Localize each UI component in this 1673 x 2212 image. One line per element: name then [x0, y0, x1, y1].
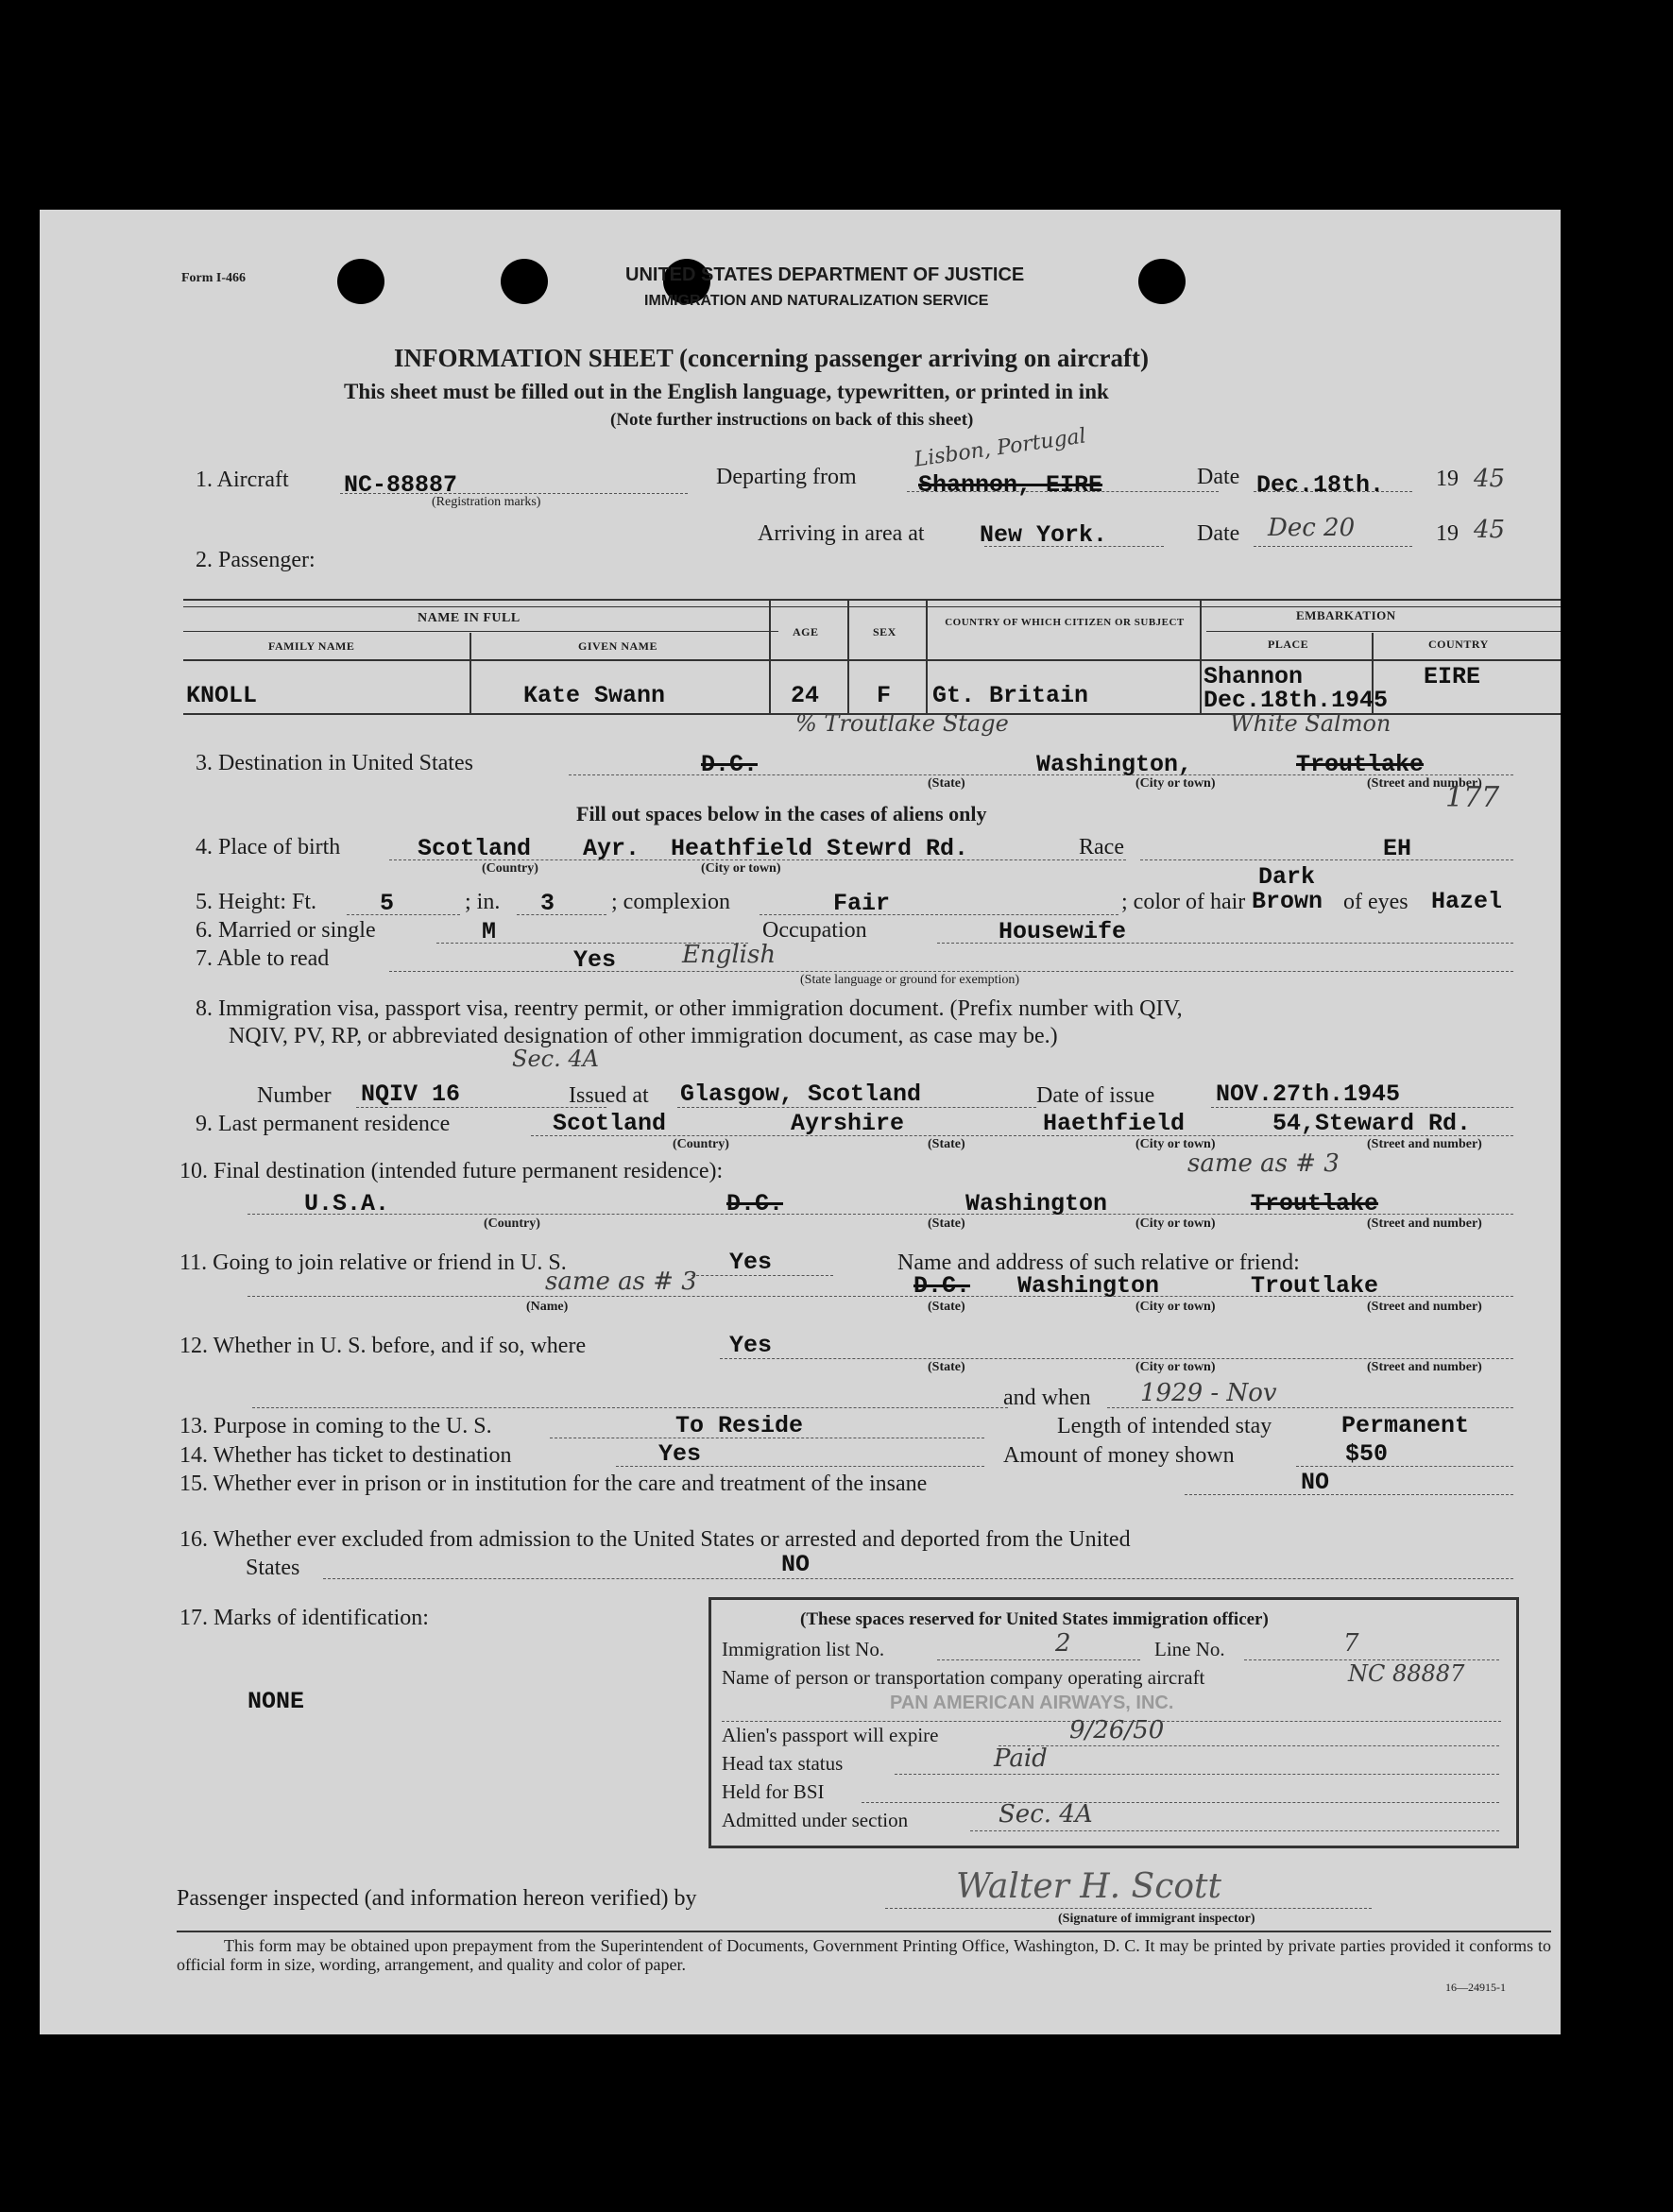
cell-citizen: Gt. Britain	[932, 682, 1089, 709]
state-language-caption: (State language or ground for exemption)	[800, 973, 1020, 987]
state-caption: (State)	[928, 1217, 965, 1231]
birth-country: Scotland	[418, 835, 532, 862]
q11-label: 11. Going to join relative or friend in U. S.	[179, 1251, 567, 1275]
q5-label-e: of eyes	[1343, 890, 1408, 914]
stay-value: Permanent	[1341, 1412, 1470, 1439]
th-country: COUNTRY	[1428, 638, 1489, 651]
passport-line	[999, 1745, 1499, 1746]
section-value: Sec. 4A	[999, 1800, 1093, 1829]
final-city: Washington	[965, 1190, 1108, 1217]
complexion-line	[760, 914, 1118, 915]
street-caption: (Street and number)	[1367, 1217, 1482, 1231]
join-value: Yes	[729, 1249, 773, 1276]
arr-date-value: Dec 20	[1268, 514, 1356, 542]
operator-label: Name of person or transportation company operating aircraft	[722, 1666, 1205, 1689]
signature-line	[885, 1908, 1372, 1909]
q16-label-a: 16. Whether ever excluded from admission to the United States or arrested and deported from the United	[179, 1527, 1131, 1552]
eyes-value: Hazel	[1431, 888, 1503, 915]
line-no-label: Line No.	[1154, 1638, 1225, 1660]
dep-year-prefix: 19	[1436, 467, 1459, 491]
birth-street: Heathfield Stewrd Rd.	[671, 835, 969, 862]
q17-label: 17. Marks of identification:	[179, 1606, 429, 1630]
height-ft: 5	[380, 890, 395, 917]
q14-label: 14. Whether has ticket to destination	[179, 1443, 512, 1468]
table-divider	[469, 633, 471, 713]
hair-value-2: Brown	[1252, 888, 1323, 915]
final-state-struck: D.C.	[726, 1190, 784, 1217]
q8-label-b: NQIV, PV, RP, or abbreviated designation of other immigration document, as case may be.)	[229, 1024, 1058, 1048]
money-line	[1296, 1466, 1513, 1467]
money-value: $50	[1345, 1440, 1389, 1468]
visa-handwritten: Sec. 4A	[512, 1046, 599, 1072]
excluded-line	[323, 1578, 1513, 1579]
state-caption: (State)	[928, 1137, 965, 1151]
q5-label-b: ; in.	[465, 890, 501, 914]
birth-city: Ayr.	[583, 835, 640, 862]
q13-label: 13. Purpose in coming to the U. S.	[179, 1414, 492, 1438]
read-language: English	[682, 941, 777, 969]
q9-label: 9. Last permanent residence	[196, 1112, 451, 1136]
money-label: Amount of money shown	[1003, 1443, 1235, 1468]
arr-date-line	[1254, 546, 1412, 547]
inspected-label: Passenger inspected (and information hereon verified) by	[177, 1886, 697, 1911]
height-in-line	[517, 914, 606, 915]
form-number: Form I-466	[181, 271, 247, 285]
bsi-line	[862, 1802, 1499, 1803]
street-caption: (Street and number)	[1367, 1360, 1482, 1374]
form-sheet	[40, 210, 1561, 2034]
q5-label-d: ; color of hair	[1121, 890, 1246, 914]
and-when-label: and when	[1003, 1386, 1091, 1410]
q12-label: 12. Whether in U. S. before, and if so, where	[179, 1334, 587, 1358]
join-state-struck: D.C.	[913, 1272, 971, 1300]
date-of-issue-value: NOV.27th.1945	[1216, 1080, 1401, 1108]
th-age: AGE	[793, 625, 819, 638]
dest-handwritten: % Troutlake Stage	[795, 710, 1009, 737]
list-no-label: Immigration list No.	[722, 1638, 885, 1660]
table-top-rule	[183, 599, 1561, 601]
purpose-value: To Reside	[675, 1412, 804, 1439]
cell-sex: F	[877, 682, 892, 709]
q8-label-a: 8. Immigration visa, passport visa, reentry permit, or other immigration document. (Prefix number with QIV,	[196, 996, 1183, 1021]
section-line	[970, 1830, 1499, 1831]
final-country: U.S.A.	[304, 1190, 390, 1217]
headtax-line	[895, 1774, 1499, 1775]
country-caption: (Country)	[484, 1217, 540, 1231]
arriving-line	[984, 546, 1164, 547]
q5-label-a: 5. Height: Ft.	[196, 890, 317, 914]
punch-hole	[1138, 259, 1186, 304]
cell-emb-place: Shannon	[1204, 663, 1304, 690]
punch-hole	[501, 259, 548, 304]
form-instruction: This sheet must be filled out in the English language, typewritten, or printed in ink	[344, 380, 1109, 403]
footer-text: This form may be obtained upon prepayment from the Superintendent of Documents, Government Printing Office, Washington, D. C. It may be printed by private parties provided it conforms to official form in size, wording, arrangement, and quality and color of paper.	[177, 1936, 1551, 1974]
res-city: Haethfield	[1043, 1110, 1186, 1137]
table-rule	[183, 631, 778, 632]
q7-label: 7. Able to read	[196, 946, 330, 971]
city-caption: (City or town)	[701, 861, 781, 876]
when-line	[1107, 1407, 1513, 1408]
q1-label: 1. Aircraft	[196, 468, 289, 492]
operator-stamp: PAN AMERICAN AIRWAYS, INC.	[890, 1693, 1174, 1713]
race-value: EH	[1383, 835, 1412, 862]
street-caption: (Street and number)	[1367, 1137, 1482, 1151]
departing-struck: Shannon, EIRE	[918, 471, 1103, 499]
state-caption: (State)	[928, 1300, 965, 1314]
th-given-name: GIVEN NAME	[578, 639, 658, 653]
country-caption: (Country)	[673, 1137, 729, 1151]
cell-family-name: KNOLL	[186, 682, 258, 709]
join-name-handwritten: same as # 3	[545, 1268, 697, 1296]
before-line-2	[252, 1407, 1008, 1408]
name-caption: (Name)	[526, 1300, 569, 1314]
visa-number: NQIV 16	[361, 1080, 461, 1108]
th-name-in-full: NAME IN FULL	[418, 611, 521, 625]
q4-label: 4. Place of birth	[196, 835, 341, 859]
aircraft-value: NC-88887	[344, 471, 458, 499]
street-caption: (Street and number)	[1367, 776, 1482, 791]
th-embarkation: EMBARKATION	[1296, 608, 1396, 622]
res-country: Scotland	[553, 1110, 667, 1137]
ticket-value: Yes	[658, 1440, 702, 1468]
table-divider	[926, 601, 928, 713]
read-line	[389, 971, 1513, 972]
final-handwritten: same as # 3	[1187, 1149, 1340, 1178]
q6-label: 6. Married or single	[196, 918, 376, 943]
cell-emb-date: Dec.18th.1945	[1204, 687, 1389, 714]
headtax-value: Paid	[994, 1744, 1048, 1773]
state-caption: (State)	[928, 1360, 965, 1374]
section-label: Admitted under section	[722, 1809, 909, 1831]
list-no-value: 2	[1055, 1629, 1071, 1658]
dest-handwritten-2: White Salmon	[1230, 710, 1391, 737]
dep-date-label: Date	[1197, 465, 1240, 489]
before-line	[720, 1358, 1513, 1359]
punch-hole	[337, 259, 384, 304]
table-top-rule	[183, 606, 1561, 607]
signature-caption: (Signature of immigrant inspector)	[1058, 1912, 1255, 1926]
cell-given-name: Kate Swann	[523, 682, 666, 709]
occupation-value: Housewife	[999, 918, 1127, 945]
passport-value: 9/26/50	[1069, 1716, 1165, 1744]
final-street-struck: Troutlake	[1251, 1190, 1379, 1217]
join-city: Washington	[1017, 1272, 1160, 1300]
table-divider	[847, 601, 849, 713]
date-of-issue-label: Date of issue	[1036, 1083, 1155, 1108]
country-caption: (Country)	[482, 861, 538, 876]
city-caption: (City or town)	[1135, 776, 1216, 791]
number-label: Number	[257, 1083, 332, 1108]
res-state: Ayrshire	[791, 1110, 905, 1137]
cell-emb-country: EIRE	[1424, 663, 1481, 690]
issued-at-label: Issued at	[569, 1083, 649, 1108]
table-rule	[1206, 631, 1561, 632]
before-when: 1929 - Nov	[1140, 1379, 1277, 1407]
table-divider	[1200, 601, 1202, 713]
table-divider	[769, 601, 771, 713]
form-note: (Note further instructions on back of this sheet)	[610, 410, 974, 430]
footer-rule	[177, 1931, 1551, 1932]
city-caption: (City or town)	[1135, 1137, 1216, 1151]
th-place: PLACE	[1268, 638, 1309, 651]
state-caption: (State)	[928, 776, 965, 791]
departing-handwritten: Lisbon, Portugal	[913, 424, 1088, 472]
complexion-value: Fair	[833, 890, 891, 917]
operator-handwritten: NC 88887	[1348, 1660, 1465, 1687]
race-label: Race	[1079, 835, 1124, 859]
passport-label: Alien's passport will expire	[722, 1724, 939, 1746]
dest-state-struck: D.C.	[701, 751, 759, 778]
length-stay-label: Length of intended stay	[1057, 1414, 1272, 1438]
reg-marks-caption: (Registration marks)	[432, 495, 541, 509]
th-family-name: FAMILY NAME	[268, 639, 355, 653]
occupation-label: Occupation	[762, 918, 867, 943]
name-address-label: Name and address of such relative or friend:	[897, 1251, 1300, 1275]
excluded-value: NO	[781, 1551, 811, 1578]
before-value: Yes	[729, 1332, 773, 1359]
bsi-label: Held for BSI	[722, 1780, 825, 1803]
q10-label: 10. Final destination (intended future permanent residence):	[179, 1159, 724, 1183]
read-value: Yes	[573, 946, 617, 974]
q2-label: 2. Passenger:	[196, 548, 316, 572]
cell-age: 24	[791, 682, 820, 709]
q5-label-c: ; complexion	[611, 890, 730, 914]
q3-label: 3. Destination in United States	[196, 751, 473, 775]
aliens-only-note: Fill out spaces below in the cases of aliens only	[576, 802, 987, 825]
city-caption: (City or town)	[1135, 1360, 1216, 1374]
th-sex: SEX	[873, 625, 896, 638]
city-caption: (City or town)	[1135, 1300, 1216, 1314]
arr-date-label: Date	[1197, 521, 1240, 546]
race-line	[1140, 859, 1513, 860]
officer-box-heading: (These spaces reserved for United States immigration officer)	[800, 1609, 1269, 1629]
hair-value-1: Dark	[1258, 863, 1316, 891]
dept-name: UNITED STATES DEPARTMENT OF JUSTICE	[625, 264, 1025, 285]
dest-street-struck: Troutlake	[1296, 751, 1425, 778]
arriving-value: New York.	[980, 521, 1108, 549]
dep-year-value: 45	[1474, 465, 1506, 493]
form-title: INFORMATION SHEET (concerning passenger arriving on aircraft)	[394, 344, 1149, 372]
res-street: 54,Steward Rd.	[1272, 1110, 1472, 1137]
print-code: 16—24915-1	[1445, 1981, 1506, 1994]
headtax-label: Head tax status	[722, 1752, 844, 1775]
marital-value: M	[482, 918, 497, 945]
q16-label-b: States	[246, 1556, 300, 1580]
dest-city: Washington,	[1036, 751, 1193, 778]
marks-value: NONE	[248, 1688, 305, 1715]
join-street: Troutlake	[1251, 1272, 1379, 1300]
dest-street-number: 177	[1445, 781, 1500, 814]
service-name: IMMIGRATION AND NATURALIZATION SERVICE	[644, 293, 989, 309]
inspector-signature: Walter H. Scott	[956, 1867, 1221, 1906]
prison-line	[1185, 1494, 1513, 1495]
table-header-rule	[183, 659, 1561, 661]
th-citizen: COUNTRY OF WHICH CITIZEN OR SUBJECT	[945, 617, 1185, 628]
arriving-label: Arriving in area at	[758, 521, 925, 546]
list-no-line	[937, 1659, 1140, 1660]
street-caption: (Street and number)	[1367, 1300, 1482, 1314]
height-in: 3	[540, 890, 555, 917]
issued-at-value: Glasgow, Scotland	[680, 1080, 922, 1108]
prison-value: NO	[1301, 1469, 1330, 1496]
dep-date-value: Dec.18th.	[1256, 471, 1385, 499]
q15-label: 15. Whether ever in prison or in institution for the care and treatment of the insane	[179, 1472, 928, 1496]
arr-year-value: 45	[1474, 516, 1506, 544]
line-no-value: 7	[1343, 1629, 1359, 1658]
arr-year-prefix: 19	[1436, 521, 1459, 546]
height-ft-line	[347, 914, 460, 915]
departing-label: Departing from	[716, 465, 857, 489]
city-caption: (City or town)	[1135, 1217, 1216, 1231]
